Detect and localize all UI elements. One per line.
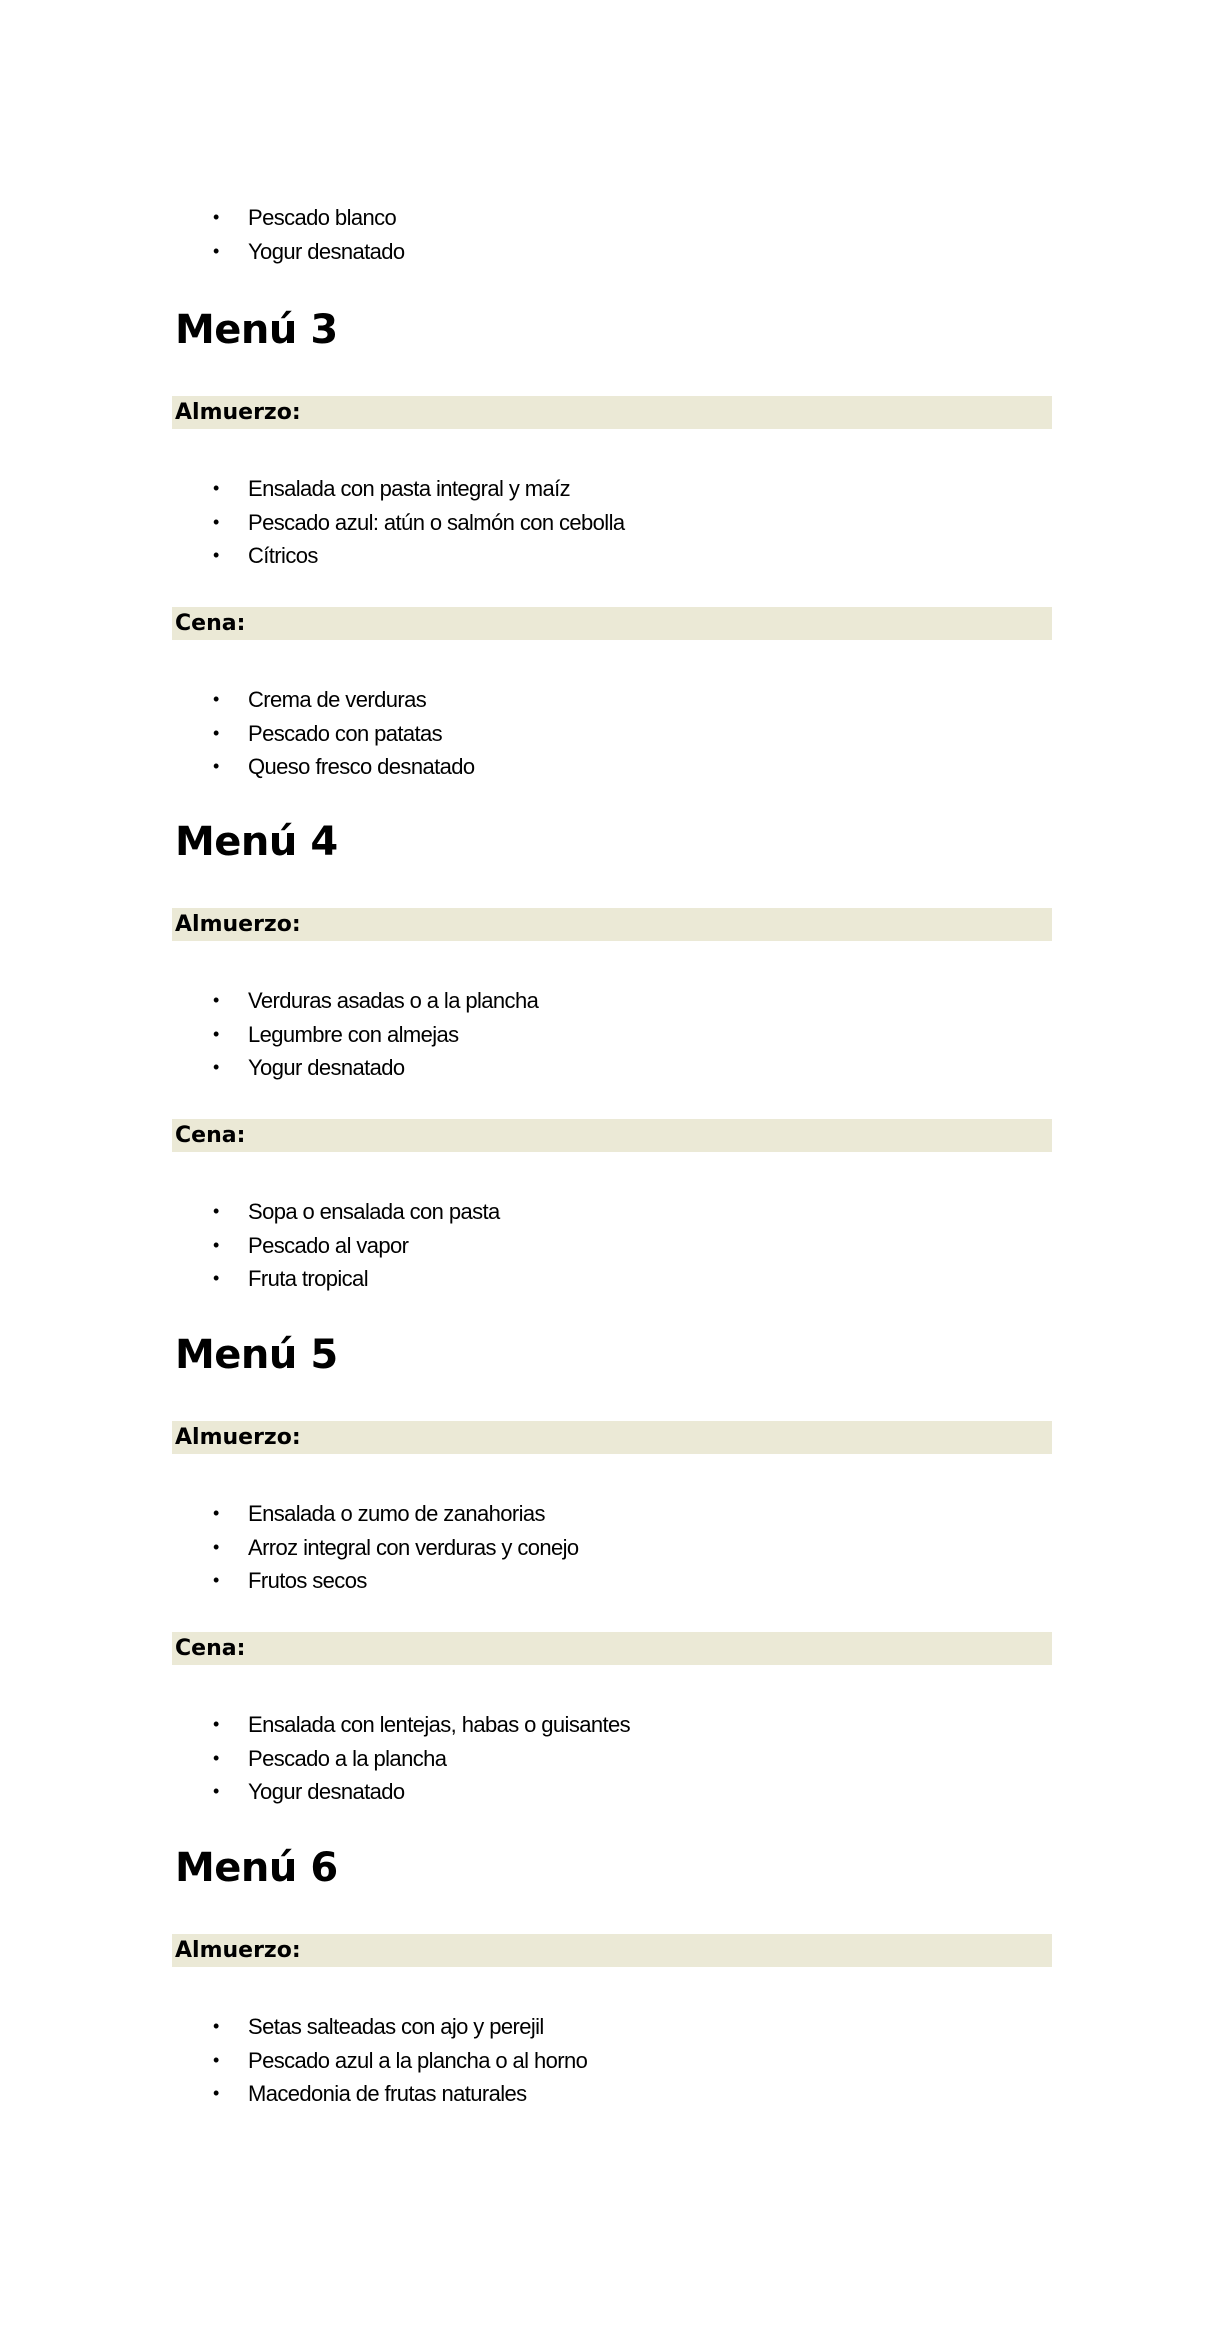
- menu-3-lunch-list: [205, 472, 625, 573]
- list-item: • Macedonia de frutas naturales: [205, 2077, 587, 2111]
- list-item: • Pescado blanco: [205, 201, 405, 235]
- list-item: • Ensalada o zumo de zanahorias: [205, 1497, 579, 1531]
- menu-4-title: Menú 4: [175, 819, 338, 865]
- bullet-icon: •: [213, 990, 219, 1010]
- meal-label: Cena:: [175, 611, 246, 636]
- list-item: • Verduras asadas o a la plancha: [205, 984, 538, 1018]
- bullet-icon: •: [213, 511, 219, 532]
- menu-3-lunch-header: [172, 396, 1052, 429]
- menu-4-lunch-header: [172, 908, 1052, 941]
- menu-5-lunch-list: [205, 1497, 579, 1598]
- bullet-icon: •: [213, 1781, 219, 1801]
- bullet-icon: •: [213, 2083, 219, 2103]
- menu-6-lunch-list: [205, 2010, 587, 2111]
- menu-3-dinner-list: [205, 683, 475, 784]
- list-item: • Sopa o ensalada con pasta: [205, 1195, 500, 1229]
- bullet-icon: •: [213, 1570, 219, 1590]
- menu-3-title: Menú 3: [175, 307, 338, 353]
- intro-list: [205, 201, 405, 268]
- bullet-icon: •: [213, 1023, 219, 1044]
- list-item: • Legumbre con almejas: [205, 1018, 538, 1052]
- bullet-icon: •: [213, 1536, 219, 1557]
- list-item: • Ensalada con lentejas, habas o guisantes: [205, 1708, 630, 1742]
- list-item: • Pescado a la plancha: [205, 1742, 630, 1776]
- bullet-icon: •: [213, 756, 219, 776]
- menu-3-dinner-header: [172, 607, 1052, 640]
- list-item: • Crema de verduras: [205, 683, 475, 717]
- bullet-icon: •: [213, 1234, 219, 1255]
- list-item: • Pescado azul: atún o salmón con cebolla: [205, 506, 625, 540]
- list-item: • Frutos secos: [205, 1564, 579, 1598]
- menu-6-lunch-header: [172, 1934, 1052, 1967]
- list-item: • Queso fresco desnatado: [205, 750, 475, 784]
- menu-5-dinner-list: [205, 1708, 630, 1809]
- menu-5-title: Menú 5: [175, 1332, 338, 1378]
- bullet-icon: •: [213, 2016, 219, 2036]
- list-item: • Ensalada con pasta integral y maíz: [205, 472, 625, 506]
- bullet-icon: •: [213, 689, 219, 709]
- menu-4-dinner-list: [205, 1195, 500, 1296]
- meal-label: Almuerzo:: [175, 1425, 301, 1450]
- meal-label: Almuerzo:: [175, 1938, 301, 1963]
- list-item: • Cítricos: [205, 539, 625, 573]
- bullet-icon: •: [213, 1268, 219, 1288]
- meal-label: Almuerzo:: [175, 400, 301, 425]
- meal-label: Cena:: [175, 1123, 246, 1148]
- list-item: • Pescado al vapor: [205, 1229, 500, 1263]
- menu-5-dinner-header: [172, 1632, 1052, 1665]
- bullet-icon: •: [213, 1714, 219, 1734]
- list-item: • Pescado con patatas: [205, 717, 475, 751]
- list-item: • Yogur desnatado: [205, 1051, 538, 1085]
- meal-label: Almuerzo:: [175, 912, 301, 937]
- menu-6-title: Menú 6: [175, 1845, 338, 1891]
- meal-label: Cena:: [175, 1636, 246, 1661]
- bullet-icon: •: [213, 1747, 219, 1768]
- list-item: • Yogur desnatado: [205, 235, 405, 269]
- bullet-icon: •: [213, 240, 219, 261]
- bullet-icon: •: [213, 478, 219, 498]
- bullet-icon: •: [213, 1201, 219, 1221]
- list-item: • Fruta tropical: [205, 1262, 500, 1296]
- menu-4-lunch-list: [205, 984, 538, 1085]
- bullet-icon: •: [213, 1057, 219, 1077]
- list-item: • Pescado azul a la plancha o al horno: [205, 2044, 587, 2078]
- bullet-icon: •: [213, 722, 219, 743]
- list-item: • Arroz integral con verduras y conejo: [205, 1531, 579, 1565]
- bullet-icon: •: [213, 545, 219, 565]
- bullet-icon: •: [213, 207, 219, 227]
- list-item: • Setas salteadas con ajo y perejil: [205, 2010, 587, 2044]
- bullet-icon: •: [213, 1503, 219, 1523]
- bullet-icon: •: [213, 2049, 219, 2070]
- menu-5-lunch-header: [172, 1421, 1052, 1454]
- menu-4-dinner-header: [172, 1119, 1052, 1152]
- list-item: • Yogur desnatado: [205, 1775, 630, 1809]
